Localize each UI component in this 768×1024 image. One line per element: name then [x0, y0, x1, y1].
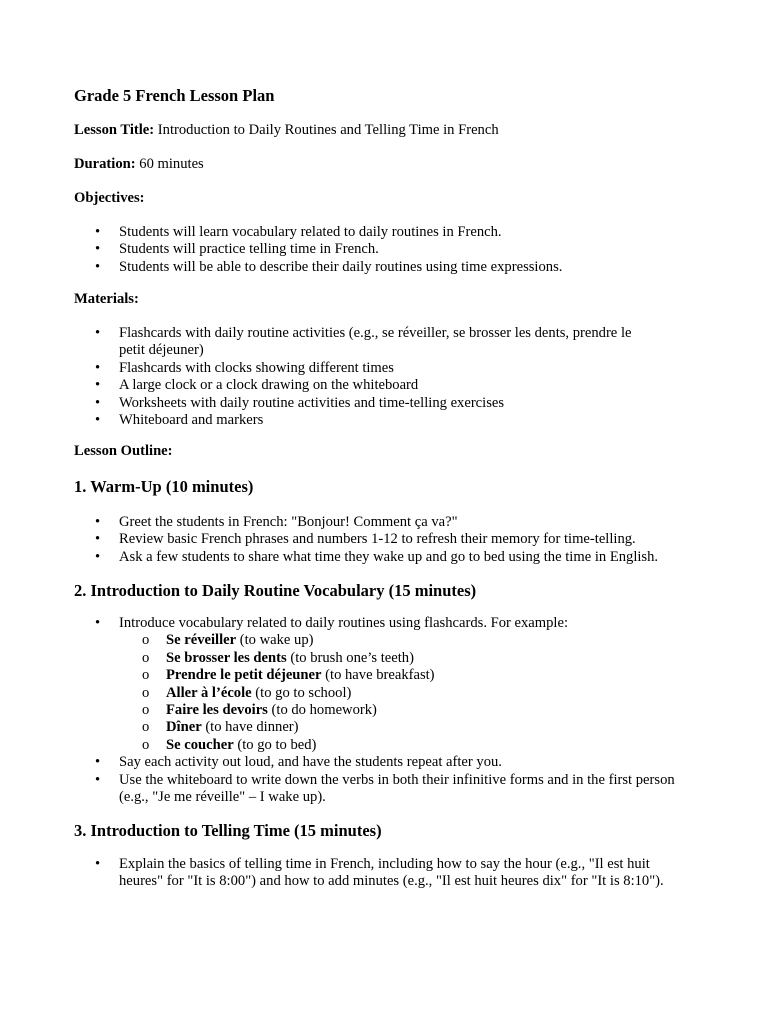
section-vocabulary-heading: 2. Introduction to Daily Routine Vocabulary (15 minutes): [74, 581, 477, 600]
vocab-item: [119, 702, 714, 719]
list-item: • A large clock or a clock drawing on the whiteboard: [74, 377, 714, 394]
lesson-title-field: [74, 122, 499, 139]
list-item: • Ask a few students to share what time they wake up and go to bed using the time in English.: [74, 549, 714, 566]
vocab-term: Aller à l’école: [166, 684, 252, 701]
vocab-gloss: (to go to bed): [233, 736, 317, 753]
vocab-item: [119, 737, 714, 754]
vocab-gloss: (to brush one’s teeth): [286, 649, 414, 666]
duration-label: Duration:: [74, 156, 136, 172]
vocab-item: [119, 650, 714, 667]
vocab-item: [119, 685, 714, 702]
list-item: • Whiteboard and markers: [74, 412, 714, 429]
list-item: • Students will be able to describe their daily routines using time expressions.: [74, 259, 714, 276]
vocab-term: Se réveiller: [166, 632, 237, 649]
list-item: • Flashcards with clocks showing different times: [74, 360, 714, 377]
lesson-title-value: Introduction to Daily Routines and Telling Time in French: [154, 122, 499, 138]
list-item: [74, 615, 714, 754]
materials-heading: Materials:: [74, 291, 139, 307]
vocab-gloss: (to wake up): [236, 632, 314, 649]
vocabulary-intro: Introduce vocabulary related to daily routines using flashcards. For example:: [119, 615, 569, 631]
list-item: • Use the whiteboard to write down the verbs in both their infinitive forms and in the first person (e.g., "Je me réveille" – I wake up).: [74, 772, 714, 807]
vocab-item: [119, 719, 714, 736]
objectives-heading: Objectives:: [74, 190, 145, 206]
section-telling-time-heading: 3. Introduction to Telling Time (15 minutes): [74, 821, 382, 840]
duration-field: [74, 156, 204, 173]
list-item: • Students will practice telling time in French.: [74, 241, 714, 258]
list-item: • Flashcards with daily routine activities (e.g., se réveiller, se brosser les dents, prendre le petit déjeuner): [74, 325, 714, 360]
vocab-term: Se brosser les dents: [166, 649, 287, 666]
vocabulary-list: [74, 615, 714, 806]
duration-value: 60 minutes: [135, 156, 204, 172]
list-item: • Worksheets with daily routine activities and time-telling exercises: [74, 395, 714, 412]
vocab-term: Dîner: [166, 719, 202, 736]
vocab-term: Faire les devoirs: [166, 702, 268, 719]
list-item: • Explain the basics of telling time in French, including how to say the hour (e.g., "Il est huit heures" for "It is 8:00") and how to add minutes (e.g., "Il est huit heures dix" for "It is 8:10").: [74, 856, 714, 891]
list-item: • Greet the students in French: "Bonjour! Comment ça va?": [74, 514, 714, 531]
document-title: Grade 5 French Lesson Plan: [74, 86, 275, 105]
vocab-gloss: (to do homework): [267, 702, 377, 719]
vocab-item: [119, 632, 714, 649]
vocab-term: Se coucher: [166, 736, 234, 753]
list-item: • Say each activity out loud, and have the students repeat after you.: [74, 754, 714, 771]
list-item: • Review basic French phrases and numbers 1-12 to refresh their memory for time-telling.: [74, 531, 714, 548]
lesson-outline-heading: Lesson Outline:: [74, 443, 173, 459]
materials-list: [74, 325, 714, 429]
lesson-title-label: Lesson Title:: [74, 122, 155, 138]
vocab-gloss: (to have dinner): [201, 719, 299, 736]
objectives-list: [74, 224, 714, 276]
list-item: • Students will learn vocabulary related to daily routines in French.: [74, 224, 714, 241]
vocab-item: [119, 667, 714, 684]
warm-up-list: [74, 514, 714, 566]
section-warm-up-heading: 1. Warm-Up (10 minutes): [74, 477, 254, 496]
vocab-term: Prendre le petit déjeuner: [166, 667, 322, 684]
telling-time-list: [74, 856, 714, 891]
vocabulary-sublist: [119, 632, 714, 754]
vocab-gloss: (to go to school): [251, 684, 352, 701]
vocab-gloss: (to have breakfast): [321, 667, 435, 684]
